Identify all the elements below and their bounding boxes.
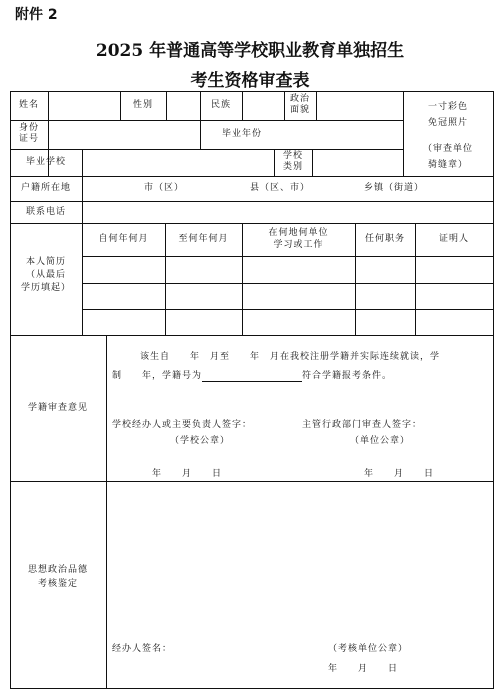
position-header: 任何职务 — [364, 234, 405, 244]
status-text-line1: 该生自 年 月至 年 月在我校注册学籍并实际连续就读，学 — [140, 352, 441, 362]
town-label: 乡镇（街道） — [364, 183, 425, 193]
review-form-table — [10, 91, 494, 689]
ethnicity-label: 民族 — [210, 100, 231, 110]
form-subtitle: 考生资格审查表 — [190, 71, 310, 91]
school-sign-label: 学校经办人或主要负责人签字： — [112, 420, 253, 430]
grad-school-label: 毕业学校 — [25, 157, 66, 167]
school-type-label: 学校 类别 — [282, 151, 303, 172]
resume-label: 本人简历 （从最后 学历填起） — [20, 257, 71, 293]
status-review-label: 学籍审查意见 — [27, 403, 88, 413]
admin-sign-label: 主管行政部门审查人签字： — [302, 420, 423, 430]
grad-year-label: 毕业年份 — [221, 129, 262, 139]
admin-seal-label: （单位公章） — [350, 436, 411, 446]
assess-seal-label: （考核单位公章） — [328, 644, 409, 654]
phone-label: 联系电话 — [25, 207, 66, 217]
form-title: 2025 年普通高等学校职业教育单独招生 — [95, 41, 405, 61]
name-label: 姓名 — [18, 100, 39, 110]
attachment-label: 附件 2 — [15, 7, 58, 23]
household-label: 户籍所在地 — [20, 183, 71, 193]
assess-date: 年 月 日 — [328, 664, 399, 674]
witness-header: 证明人 — [438, 234, 469, 244]
where-header: 在何地何单位 学习或工作 — [268, 228, 329, 250]
from-date-header: 自何年何月 — [98, 234, 149, 244]
school-date: 年 月 日 — [152, 469, 223, 479]
moral-assessment-label: 思想政治品德 考核鉴定 — [27, 565, 88, 589]
gender-label: 性别 — [132, 100, 153, 110]
student-id-blank — [202, 371, 302, 382]
city-label: 市（区） — [144, 183, 185, 193]
photo-area: 一寸彩色 免冠照片 （审查单位 骑缝章） — [422, 102, 473, 170]
to-date-header: 至何年何月 — [178, 234, 229, 244]
handler-sign-label: 经办人签名： — [112, 644, 173, 654]
county-label: 县（区、市） — [250, 183, 311, 193]
admin-date: 年 月 日 — [364, 469, 435, 479]
political-label: 政治 面貌 — [289, 94, 310, 115]
status-text-line2: 制 年，学籍号为 符合学籍报考条件。 — [112, 371, 393, 381]
id-number-label: 身份 证号 — [18, 123, 39, 144]
school-seal-label: （学校公章） — [170, 436, 231, 446]
